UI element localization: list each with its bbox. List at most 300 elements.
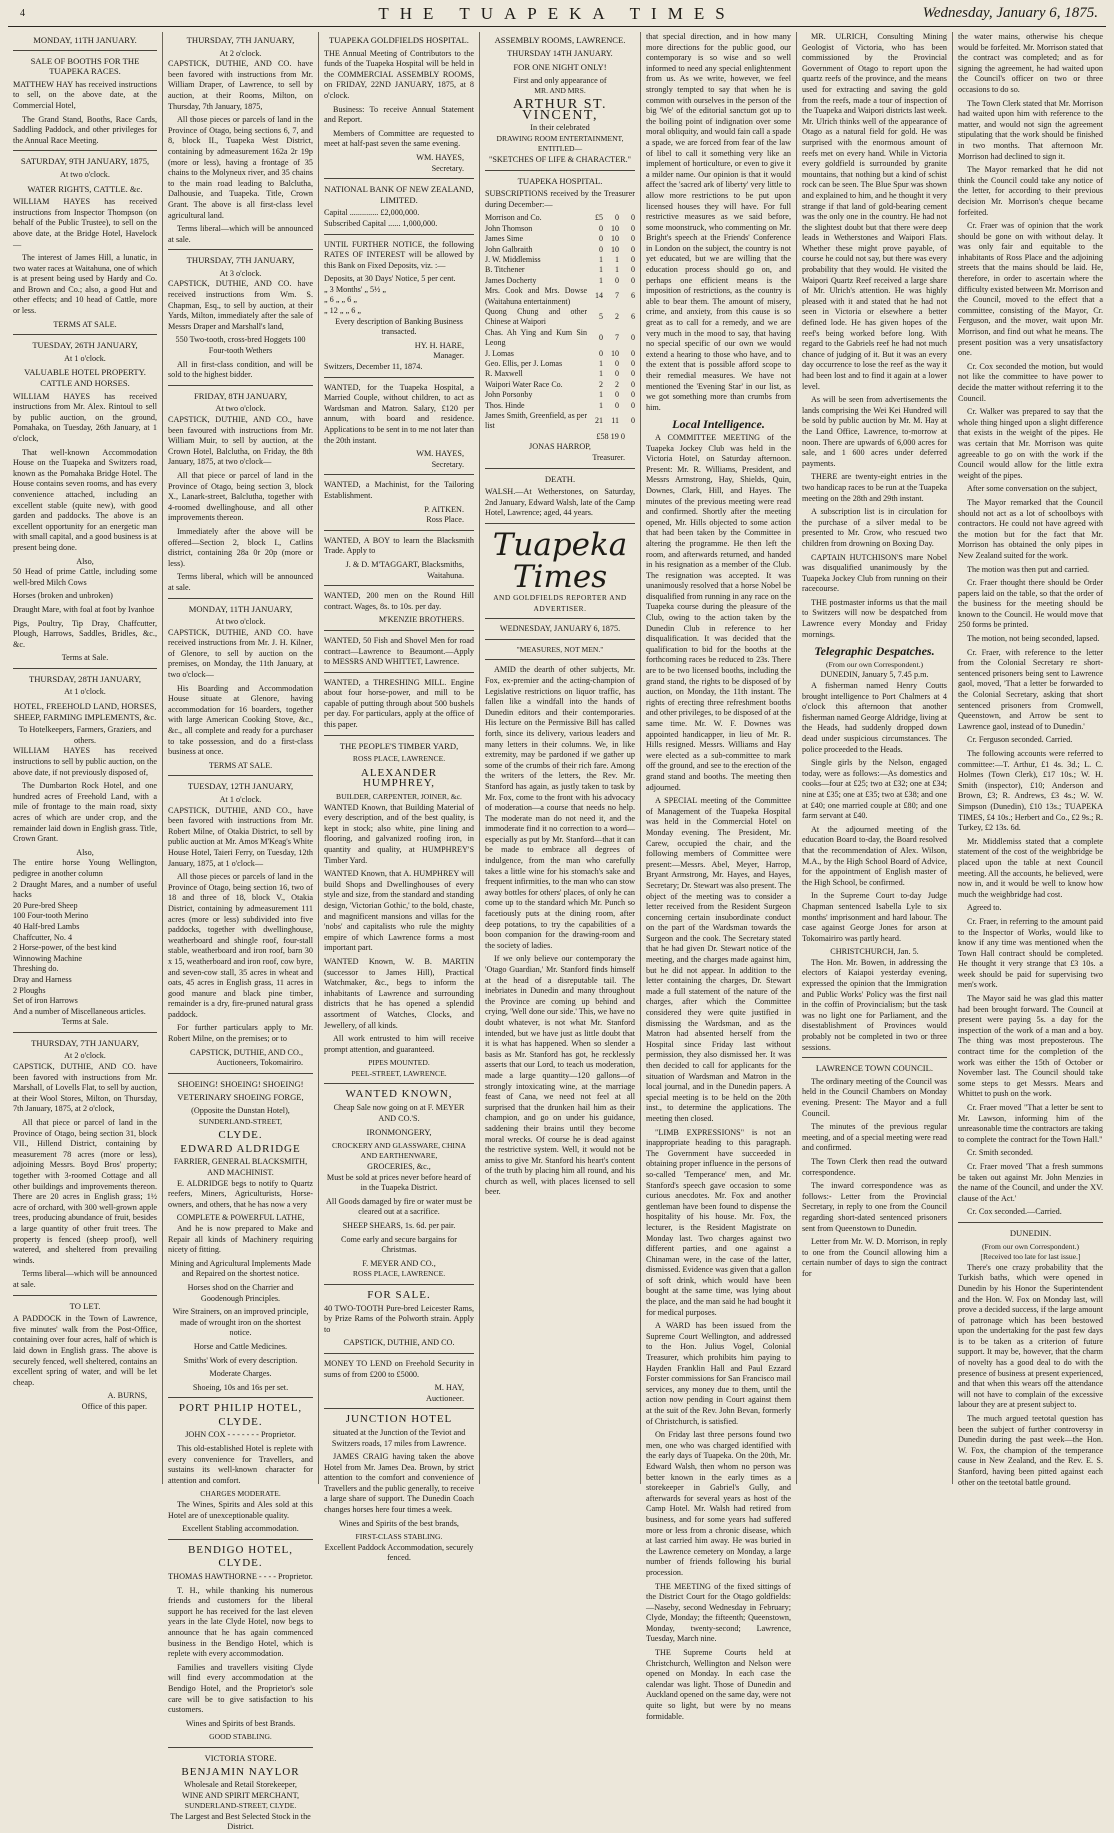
subscriber-name: Waipori Water Race Co. <box>485 379 563 389</box>
article-text: The Town Clerk stated that Mr. Morrison had waited upon him with reference to the matter, and would not sign the agreement stipulating that the work should be finished in two months. That afternoon Mr. Morrison had declined to sign it. <box>958 98 1103 161</box>
dateline: CHRISTCHURCH, Jan. 5. <box>830 947 919 957</box>
ad-text: All in first-class condition, and will be sold to the highest bidder. <box>168 359 313 380</box>
article-text: Cr. Walker was prepared to say that the whole thing hinged upon a slight difference that exists in the weight of the pipes. He was certain that Mr. Morrison was quite agreeable to go on with the work if the Council would allow for the little extra weight of the pipes. <box>958 407 1103 480</box>
ad-text: WILLIAM HAYES has received instructions to sell by public auction, on the above date, if not previously disposed of, <box>13 746 157 777</box>
ad-text: Pigs, Poultry, Tip Dray, Chaffcutter, Plough, Harrows, Saddles, Bridles, &c., &c. <box>13 618 157 649</box>
ad-text: WILLIAM HAYES has received instructions from Inspector Thompson (on behalf of the Public Trustee), to sell on the above date, at the Bridge Hotel, Havelock— <box>13 197 157 249</box>
table-row <box>485 307 635 328</box>
amount-cell: 0 <box>631 348 635 358</box>
ad-text: Families and travellers visiting Clyde will find every accommodation at the Bendigo Hotel, and the Proprietor's sole care will be to give satisfaction to his customers. <box>168 1662 313 1715</box>
article-text: Cr. Fraer was of opinion that the work should be gone on with without delay. It was only fair and equitable to the inhabitants of Ross Place and the adjoining streets that the mains should be laid. He, therefore, in order to ascertain where the difficulty existed between Mr. Morrison and the Council, moved to the effect that a committee, consisting of the Mayor, Cr. Ferguson, and the mover, wait upon Mr. Morrison, and find out what he means. The present position was a very unsatisfactory one. <box>958 221 1103 358</box>
ad-text: WANTED, 50 Fish and Shovel Men for road contract—Lawrence to Beaumont.—Apply to MESSRS AND WHITTET, Lawrence. <box>324 635 474 667</box>
ad-name: ARTHUR ST. VINCENT, <box>512 96 608 123</box>
list-item: 20 Pure-bred Sheep <box>13 900 78 910</box>
ad-heading: MONDAY, 11TH JANUARY. <box>33 35 137 45</box>
article-text: The ordinary meeting of the Council was held in the Council Chambers on Monday evening. Present: The Mayor and a full Council. <box>802 1076 947 1118</box>
amount-cell: 0 <box>599 332 603 342</box>
ad-also: Also, <box>76 847 94 857</box>
ad-text: All those pieces or parcels of land in the Province of Otago, being section 16, two of 18 and three of 18, block V., Otakia District, containing by admeasurement 111 acres (more or less) subdivided into five paddocks, together with dwellinghouse, weatherboard and shingle roof, four-stall stable, weatherboard and iron roof, barn 30 x 15, weatherboard and iron roof, cow byre, and seven-cow stall, 35 acres in wheat and oats, 45 acres in English grass, 11 acres in good manure and black pine timber, remainder is a dry, fire-pruned natural grass paddock. <box>168 872 313 1019</box>
page-number: 4 <box>20 8 25 19</box>
ad-text: Terms liberal—which will be announced at sale. <box>13 1269 157 1289</box>
ad-signature: Secretary. <box>431 163 464 173</box>
amount-cell: 0 <box>631 390 635 400</box>
list-item: 40 Half-bred Lambs <box>13 921 80 931</box>
ad-heading: THURSDAY, 7TH JANUARY, <box>31 1037 139 1048</box>
ad-subheading: CHARGES MODERATE. <box>200 1489 281 1499</box>
ad-text: SUBSCRIPTIONS received by the Treasurer during December:— <box>485 189 635 209</box>
ad-text: Terms liberal, which will be announced at sale. <box>168 572 313 592</box>
ad-text: WANTED, a THRESHING MILL. Engine about four horse-power, and mill to be capable of putting through about 500 bushels per day. For particulars, apply at the office of this paper. <box>324 677 474 730</box>
list-item: Dray and Harness <box>13 974 72 984</box>
column-7 <box>953 32 1108 1487</box>
ad-subheading: WINE AND SPIRIT MERCHANT, <box>181 1790 300 1800</box>
ad-text: MATTHEW HAY has received instructions to sell, on the above date, at the Commercial Hotel, <box>13 79 157 110</box>
article-text: Letter from Mr. W. D. Morrison, in reply to one from the Council allowing him a certain number of days to sign the contract for <box>802 1237 947 1278</box>
list-item: Threshing do. <box>13 964 59 974</box>
ad-heading: TUESDAY, 12TH JANUARY, <box>187 781 294 792</box>
section-heading: Telegraphic Despatches. <box>814 644 935 659</box>
table-row <box>485 359 635 369</box>
ad-text: Every description of Banking Business transacted. <box>335 316 463 337</box>
ad-signature: Office of this paper. <box>81 1401 147 1411</box>
amount-cell: 0 <box>599 348 603 358</box>
ad-text: All those pieces or parcels of land in the Province of Otago, being sections 6, 7, and 8, block II., Tuapeka West District, containing by admeasurement 162a 2r 19p (more or less), having a frontage of 35 chains to the Molyneux river, and 35 chains to the main road leading to Balclutha, Dalhousie, and Tuapeka. Title, Crown Grant. The above is all first-class level agricultural land. <box>168 115 313 220</box>
ad-terms: Terms at Sale. <box>61 1017 109 1027</box>
article-text: THERE are twenty-eight entries in the two handicap races to be run at the Tuapeka meeting on the 28th and 29th instant. <box>802 472 947 503</box>
ad-text: First and only appearance of <box>513 75 607 85</box>
amount-cell: 1 <box>599 369 603 379</box>
ad-text: CAPSTICK, DUTHIE, AND CO. have been favored with instructions from Mr. William Draper, of Lawrence, to sell by auction, at their Rooms, Milton, on Thursday, 7th January, 1875, <box>168 59 313 111</box>
ad-signature: ROSS PLACE, LAWRENCE. <box>352 1269 446 1279</box>
ad-signature: M'KENZIE BROTHERS. <box>378 615 464 625</box>
subscriber-name: Geo. Ellis, per J. Lomas <box>485 359 563 368</box>
ad-subheading: PEEL-STREET, LAWRENCE. <box>351 1068 447 1078</box>
subscriber-name: John Galbraith <box>485 244 533 254</box>
ad-text: Horses (broken and unbroken) <box>13 591 113 601</box>
article-text: After some conversation on the subject, <box>967 484 1098 494</box>
ad-text: The Dumbarton Rock Hotel, and one hundred acres of Freehold Land, with a mile of frontage to the main road, sixty acres of which are under crop, and the remainder laid down in English grass. Title, Crown Grant. <box>13 781 157 844</box>
amount-cell: 1 <box>599 265 603 275</box>
ad-subheading: At 1 o'clock. <box>64 687 106 697</box>
amount-cell: 0 <box>631 254 635 264</box>
ad-text: WILLIAM HAYES has received instructions from Mr. Alex. Rintoul to sell by public auction, on the ground, Pomahaka, on Tuesday, 26th January, at 1 o'clock, <box>13 391 157 443</box>
ad-signature: HY. H. HARE, <box>414 340 464 350</box>
ad-text: Switzers, December 11, 1874. <box>324 362 423 372</box>
article-text: As will be seen from advertisements the lands comprising the Wei Kei Hundred will be sold by public auction by Mr. M. Hay at the Land Office, Lawrence, to-morrow at noon. There are upwards of 6,000 acres for sale, and 1 600 acres under deferred payments. <box>802 395 947 468</box>
ad-text: 50 Head of prime Cattle, including some well-bred Milch Cows <box>13 567 157 587</box>
ad-text: Members of Committee are requested to meet at half-past seven the same evening. <box>324 128 474 149</box>
subscriber-name: J. Lomas <box>485 348 514 358</box>
table-row <box>485 265 635 275</box>
ad-text: 550 Two-tooth, cross-bred Hoggets 100 Four-tooth Wethers <box>175 335 306 356</box>
ad-subheading: At 3 o'clock. <box>219 268 262 278</box>
table-row <box>485 411 635 432</box>
amount-cell: 0 <box>631 379 635 389</box>
ad-heading: WATER RIGHTS, CATTLE. &c. <box>27 183 143 194</box>
ad-text: UNTIL FURTHER NOTICE, the following RATES OF INTEREST will be allowed by this Bank on Fixed Deposits, viz. :— <box>324 239 474 270</box>
section-subheading: (From our own Correspondent.) <box>981 1241 1080 1251</box>
ad-text: All Goods damaged by fire or water must be cleared out at a sacrifice. <box>326 1196 472 1217</box>
ad-subheading: At two o'clock. <box>215 404 266 414</box>
ad-heading: CLYDE. <box>218 1415 263 1428</box>
table-row <box>485 234 635 244</box>
ad-text: His Boarding and Accommodation House situate at Glenore, having accommodation for 16 boarders, together with large American Cooking Stove, &c., &c., all complete and ready for a purchaser to take possession, and do a first-class business at once. <box>168 683 313 757</box>
article-text: MR. ULRICH, Consulting Mining Geologist of Victoria, who has been commissioned by the Provincial Government of Otago to report upon the quartz reefs of the province, and the means used for extracting and saving the gold from the reefs, made a tour of inspection of the Tuapeka and Waipori districts last week. Mr. Ulrich thinks well of the appearance of Otago as a natural field for gold. He was surprised with the enormous amount of reefs met on every hand. While in Victoria every goldfield is surrounded by granite mountains, that nothing but a kind of schist rock can be seen. The Blue Spur was shown and explained to him, and he thought it very strange if that land of gold-bearing cement was the only one in the country. He had not the slightest doubt but that there were deep leads in Wetherstones and Waipori Flats. Whether these might prove payable, of course he could not say, but there was every probability that they would. He visited the Waipori Quartz Reef received a large share of Mr. Ulrich's attention. He was highly pleased with it and stated that he had not seen in Victoria or elsewhere a better defined lode. He has given hopes of the reef's being worked before long. With regard to the Gabriels reef he had not much chance of judging of it. But it was an every day occurrence to lose the reef as the way it had been lost and to find it again at a lower level. <box>802 32 947 391</box>
ad-text: The Largest and Best Selected Stock in the District. <box>170 1811 311 1832</box>
ad-heading: ASSEMBLY ROOMS, LAWRENCE. <box>494 35 626 45</box>
article-text: Cr. Cox seconded.—Carried. <box>967 1207 1062 1217</box>
ad-text: Mining and Agricultural Implements Made and Repaired on the shortest notice. <box>170 1258 311 1279</box>
ad-text: DRAWING ROOM ENTERTAINMENT, <box>496 133 624 143</box>
editorial-date: WEDNESDAY, JANUARY 6, 1875. <box>499 624 621 634</box>
ad-heading: SHOEING! SHOEING! SHOEING! <box>177 1078 304 1089</box>
ad-subheading: At two o'clock. <box>215 617 266 627</box>
ad-subheading: At 2 o'clock. <box>219 48 262 58</box>
ad-text: WALSH.—At Wetherstones, on Saturday, 2nd January, Edward Walsh, late of the Camp Hotel, Lawrence; aged, 44 years. <box>485 487 635 518</box>
amount-cell: 0 <box>599 244 603 254</box>
ad-signature: Manager. <box>433 351 464 361</box>
list-item: And a number of Miscellaneous articles. <box>13 1006 146 1016</box>
table-row <box>485 380 635 390</box>
article-text: THE Supreme Courts held at Christchurch, Wellington and Nelson were opened on Monday. In each case the calendar was light. Those of Dunedin and Auckland opened on the same day, were not quite so light, but were by no means formidable. <box>646 1648 791 1721</box>
amount-cell: 6 <box>631 312 635 322</box>
amount-cell: 1 <box>599 254 603 264</box>
ad-subheading: SUNDERLAND-STREET, <box>198 1116 283 1126</box>
article-text: Cr. Fraer, with reference to the letter from the Colonial Secretary re short-sentenced prisoners being sent to Lawrence gaol, moved, 'That a letter be forwarded to the Colonial Secretary, asking that short sentenced prisoners from Cromwell, Queenstown, and Arrow be sent to Lawrence gaol, instead of to Dunedin.' <box>958 647 1103 731</box>
table-row <box>485 369 635 379</box>
ad-text: CAPSTICK, DUTHIE, AND CO. have received instructions from Wm. S. Chapman, Esq., to sell by auction, at their Yards, Milton, immediately after the sale of Messrs Draper and Marshall's land, <box>168 279 313 331</box>
ad-text: Capital .............. £2,000,000. <box>324 208 420 218</box>
ad-heading: VALUABLE HOTEL PROPERTY. CATTLE AND HORSES. <box>24 367 146 389</box>
ad-text: THE Annual Meeting of Contributors to the funds of the Tuapeka Hospital will be held in the COMMERCIAL ASSEMBLY ROOMS, on FRIDAY, 22ND JANUARY, 1875, at 8 o'clock. <box>324 48 474 100</box>
ad-heading: TUAPEKA GOLDFIELDS HOSPITAL. <box>329 35 469 45</box>
ad-text: Horse and Cattle Medicines. <box>193 1341 288 1351</box>
masthead <box>8 4 1106 27</box>
ad-text: CAPSTICK, DUTHIE, AND CO. have received instructions from Mr. J. H. Kilner, of Glenore, to sell by auction on the premises, on Monday, the 11th January, at two o'clock— <box>168 627 313 680</box>
issue-date: Wednesday, January 6, 1875. <box>922 5 1098 21</box>
article-text: CAPTAIN HUTCHISON'S mare Nobel was disqualified unanimously by the Tuapeka Jockey Club from running on their racecourse. <box>802 552 947 594</box>
article-text: There's one crazy probability that the Turkish baths, which were opened in Dunedin by his Honor the Superintendent and the Hon. W. Fox on Monday last, will prove a decided success, if the large amount of patronage which has been bestowed upon the undertaking for the past few days is to be taken as a criterion of future support. It may be, however, that the charm of novelty has a good deal to do with the presence of business at present experienced, and that when this wears off the attendance will not have to complain of the excessive labour they are at present subject to. <box>958 1262 1103 1410</box>
ad-signature: Secretary. <box>431 459 464 469</box>
ad-subheading: FIRST-CLASS STABLING. <box>355 1532 443 1542</box>
table-row <box>485 224 635 234</box>
ad-text: JAMES CRAIG having taken the above Hotel from Mr. James Dea. Brown, by strict attention to the comfort and convenience of Travellers and the public generally, to receive a large share of support. The Dunedin Coach changes horses here four times a week. <box>324 1452 474 1515</box>
editorial-text: AMID the dearth of other subjects, Mr. Fox, ex-premier and the acting-champion of Legislative restrictions on liquor traffic, has fallen like a windfall into the hands of Dunedin editors and their contemporaries. His lecture on the Permissive Bill has called forth, since its delivery, various leaders and many letters in their columns. We, in like extremity, may be pardoned if we gather up some of the crumbs of their rich fare. Among the writers of the letters, the Rev. Mr. Stanford has again, as justly taken to task by Mr. Fox, come to the front with his advocacy of moderation—a course that needs no help. The moderate man do not need it, and the immoderate find it no correction to a word—especially as put by Mr. Stanford—that it can be made to embrace all degrees of indulgence, from the man who carefully takes a little wine for his stomach's sake and frequent infirmities, to the man who can stow away bottles for others' places, of only he can come up to the standard which Mr. Punch so facetiously puts at the dining room, after deep potations, to try the capabilities of a boon companion for the drawing-room and the society of ladies. <box>485 665 635 950</box>
ad-text: Moderate Charges. <box>209 1369 272 1379</box>
article-text: Mr. Middlemiss stated that a complete statement of the cost of the weighbridge be placed upon the table at next Council meeting. All the accounts, he believed, were now in, and it would be well to know how much the weighbridge had cost. <box>958 836 1103 899</box>
ad-text: CAPSTICK, DUTHIE, AND CO. have been favored with instructions from Mr. Marshall, of Lovells Flat, to sell by auction, at their Wool Stores, Milton, on Thursday, 7th January, 1875, at 2 o'clock, <box>13 1062 157 1114</box>
ad-name: BENJAMIN NAYLOR <box>181 1765 300 1778</box>
ad-subheading: FOR ONE NIGHT ONLY! <box>513 62 607 73</box>
list-item: 100 Four-tooth Merino <box>13 911 89 921</box>
article-text: Cr. Fraer, in referring to the amount paid to the Inspector of Works, would like to know if any time was mentioned when the Town Hall contract should be completed. He thought it very strange that £3 10s. a week should be paid for supervising two men's work. <box>958 916 1103 990</box>
article-text: Cr. Smith seconded. <box>967 1148 1033 1158</box>
article-text: A SPECIAL meeting of the Committee of Management of the Tuapeka Hospital was held in the Commercial Hotel on Monday evening. The President, Mr. Carew, occupied the chair, and the following members of Committee were present:—Messrs. Abel, Meyer, Harrop, Bryant Armstrong, Mr. Hayes, and Hayes, Secretary; Dr. Stewart was also present. The object of the meeting was to consider a letter received from the Resident Surgeon concerning certain insubordinate conduct on the part of the Wardsman towards the Surgeon and the cook. The Secretary stated that he had given Dr. Stewart notice of the meeting, and the charges made against him, but he did not appear. In addition to the letter containing the charges, Dr. Stewart made a full statement of the nature of the charges, after which the Committee considered they were quite justified in dismissing the Wardsman, and as the Matron had absented herself from the Hospital since Friday last without permission, they also dismissed her. It was then decided to call for applicants for the situation of Wardsman and Matron in the local journal, and in the Dunedin papers. A special meeting is to be held on the 20th inst., to determine the applications. The meeting then closed. <box>646 796 791 1123</box>
ad-subheading: PIPES MOUNTED. <box>368 1058 430 1068</box>
amount-cell: 5 <box>599 312 603 322</box>
ad-name: ALEXANDER HUMPHREY, <box>360 766 438 790</box>
amount-cell: 1 <box>599 275 603 285</box>
ad-heading: TUAPEKA HOSPITAL. <box>517 175 603 186</box>
column-4 <box>480 32 640 1482</box>
list-item: 2 Ploughs <box>13 985 46 995</box>
table-row <box>485 286 635 307</box>
table-row <box>485 328 635 349</box>
table-row <box>485 213 635 223</box>
ad-subheading: THURSDAY 14TH JANUARY. <box>507 48 613 58</box>
editorial-text: If we only believe our contemporary the 'Otago Guardian,' Mr. Stanford finds himself at the head of a disreputable tail. The inebriates in Dunedin and many throughout the Province are coming up behind and crying, 'Well done our side.' This, we have no doubt whatever, is not what Mr. Stanford intended, but we have just as little doubt that it is what has happened. When so slender a basis as Mr. Stanford has got, he recklessly asserts that our Lord, to teach us moderation, made a large quantity—120 gallons—of strongly intoxicating wine, at the marriage feast of Cana, we need not feel at all surprised that the drunken hail him as their champion, and go on under his guidance, saddening their brains until they become moral wrecks. Of course he is dead against the restrictive system. Well, it would not be amiss to give Mr. Stanford his heart's content of the truth by placing him all round, and his church as well, with places licensed to sell beer. <box>485 954 635 1197</box>
ad-text: Cheap Sale now going on at F. MEYER AND CO.'S. <box>333 1103 465 1123</box>
amount-cell: £5 <box>595 213 603 223</box>
list-item: 2 Draught Mares, and a number of useful hacks <box>13 879 157 900</box>
amount-cell: 1 <box>599 390 603 400</box>
list-item: Chaffcutter, No. 4 <box>13 932 73 942</box>
article-text: The Mayor remarked that the Council should not act as a lot of schoolboys with contractors. He could not have agreed with the motion but for the fact that Mr. Morrison has obtained the only pipes in New Zealand suited for the work. <box>958 497 1103 560</box>
subscriptions-total: £58 19 0 <box>596 431 625 441</box>
article-text: THE postmaster informs us that the mail to Switzers will now be despatched from Lawrence every Monday and Friday mornings. <box>802 597 947 639</box>
article-text: In the Supreme Court to-day Judge Chapman sentenced Isabella Lyle to six months' imprisonment and hard labour. The case against George Jones for arson at Tokomairiro was partly heard. <box>802 891 947 943</box>
ad-signature: P. AITKEN. <box>424 504 464 514</box>
section-subheading: [Received too late for last issue.] <box>980 1252 1081 1262</box>
ad-subheading: Wholesale and Retail Storekeeper, <box>184 1780 297 1790</box>
article-text: Single girls by the Nelson, engaged today, were as follows:—As domestics and cooks—four at £25; two at £32; one at £34; nine at £35; one at £35; two at £38; and one at £40; one married couple at £80; and one farm servant at £40. <box>802 758 947 821</box>
column-6 <box>797 32 952 1482</box>
ad-subheading: COMPLETE & POWERFUL LATHE, <box>176 1213 305 1223</box>
amount-cell: 2 <box>599 379 603 389</box>
ad-heading: VETERINARY SHOEING FORGE, <box>177 1092 304 1103</box>
subscriber-name: Mrs. Cook and Mrs. Dowse (Waitahuna entertainment) <box>485 286 587 306</box>
amount-cell: 6 <box>631 291 635 301</box>
ad-subheading: CROCKERY AND GLASSWARE, CHINA AND EARTHENWARE, <box>332 1140 466 1161</box>
section-subheading: (From our own Correspondent.) <box>825 659 924 669</box>
table-row <box>485 245 635 255</box>
ad-text: Draught Mare, with foal at foot by Ivanhoe <box>13 604 155 614</box>
ad-text: And he is now prepared to Make and Repair all kinds of Machinery requiring nicety of fitting. <box>168 1223 313 1255</box>
section-heading: Local Intelligence. <box>672 417 765 432</box>
amount-cell: 0 <box>631 275 635 285</box>
subscriber-name: John Porsonby <box>485 390 533 400</box>
list-item: The entire horse Young Wellington, pedigree in another column <box>13 858 157 878</box>
amount-cell: 21 <box>595 416 603 426</box>
section-heading: DUNEDIN. <box>1009 1227 1052 1238</box>
column-5 <box>641 32 796 1721</box>
ad-text: WANTED Known, W. B. MARTIN (successor to James Hill), Practical Watchmaker, &c., begs to inform the inhabitants of Lawrence and surrounding districts that he has opened a splendid assortment of Watches, Clocks, and Jewellery, of all kinds. <box>324 956 474 1030</box>
ad-subheading: IRONMONGERY, <box>366 1127 432 1138</box>
ad-text: T. H., while thanking his numerous friends and customers for the liberal support he has received for the last eleven years in the late Clyde Hotel, now begs to announce that he has again commenced business in the Bendigo Hotel, which is replete with every accommodation. <box>168 1585 313 1659</box>
ad-heading: NATIONAL BANK OF NEW ZEALAND, LIMITED. <box>324 184 474 205</box>
article-text: The inward correspondence was as follows:- Letter from the Provincial Secretary, in reply to one from the Council regarding short-dated sentenced prisoners sent from Queenstown to Dunedin. <box>802 1181 947 1233</box>
subscriber-name: James Smith, Greenfield, as per list <box>485 411 587 431</box>
amount-cell: 10 <box>611 223 619 233</box>
amount-cell: 0 <box>615 275 619 285</box>
ad-text: All that piece or parcel of land in the Province of Otago, being section 3, block X., Lanark-street, Balclutha, together with 4-roomed dwellinghouse, and all other improvements thereon. <box>168 470 313 523</box>
ad-text: That well-known Accommodation House on the Tuapeka and Switzers road, known as the Pomahaka Bridge Hotel. The House contains seven rooms, and has every convenience attached, including an excellent stable (quite new), with good garden and paddocks. The above is an excellent opportunity for an energetic man with small capital, and a good business is at present being done. <box>13 447 157 552</box>
ad-subheading: At two o'clock. <box>60 169 110 179</box>
ad-terms: TERMS AT SALE. <box>53 319 117 329</box>
ad-text: CAPSTICK, DUTHIE, AND CO., have been favored with instructions from Mr. Robert Milne, of Otakia District, to sell by public auction at Mr. Amos M'Keag's White House Hotel, Taieri Ferry, on Tuesday, 12th January, 1875, at 1 o'clock— <box>168 805 313 868</box>
ad-subheading: (Opposite the Dunstan Hotel), <box>191 1106 290 1116</box>
ad-text: situated at the Junction of the Teviot and Switzers roads, 17 miles from Lawrence. <box>331 1427 467 1448</box>
ad-text: 40 TWO-TOOTH Pure-bred Leicester Rams, by Prize Rams of the Polworth strain. Apply to <box>324 1303 474 1334</box>
newspaper-title: THE TUAPEKA TIMES <box>378 4 736 23</box>
article-text: On Friday last three persons found two men, one who was charged identified with the early days of Tuapeka. On the 20th, Mr. Edward Walsh, then whom no person was better known in the early times as a storekeeper in Gabriel's Gully, and afterwards for several years as host of the Camp Hotel. Mr. Walsh had retired from business, and for some years had suffered more or less from a chronic disease, which at last carried him away. He was buried in the Lawrence cemetery on Monday, a large number of friends following his burial procession. <box>646 1430 791 1577</box>
amount-cell: 0 <box>615 400 619 410</box>
amount-cell: 0 <box>599 234 603 244</box>
article-text: that special direction, and in how many more directions for the public good, our contemporary is so wise and so well informed to need any special enlightenment from us. As we write, however, we feel strongly tempted to say that when he is common with ourselves in the person of the big 'We' of the editorial sanctum got up to the boiling point of indignation over some moral obliquity, and would fain call a spade a spade, we are forced from fear of the law of libel to call it something very like an implement of horticulture, or even to give it a milder name. Our opinion is that it would affect the 'sacred ark of liberty' very little to allow more restrictions to be put upon licensed houses they will have. For full restrictive measures as we said before, some moonstruck, who commenting on Mr. Bright's speech at the Friends' Conference in London on the subject, the country is not yet educated, but we are willing that the education process should go on, and perhaps one efficient means is the imposition of restrictions, as the country is able to bear them. The amount of misery, crime, and anxiety, from this cause is so great as to call for a remedy, and we are very much in the mood to say, that having no special specific of our own we would extend a hearing to those who have, and to the extent that is possible afford scope to their remedial measures. We have not mentioned the 'Evening Star' in our list, as we got something more than crumbs from him. <box>646 32 791 412</box>
subscriptions-table <box>485 213 635 432</box>
subscriber-name: Thos. Hinde <box>485 400 525 410</box>
subscriber-name: Morrison and Co. <box>485 213 542 223</box>
subscriber-name: B. Titchener <box>485 265 525 275</box>
ad-heading: JUNCTION HOTEL <box>345 1413 453 1426</box>
ad-text: Excellent Stabling accommodation. <box>182 1524 299 1534</box>
ad-text: MONEY TO LEND on Freehold Security in sums of from £200 to £5000. <box>324 1358 474 1379</box>
newspaper-masthead: Tuapeka Times <box>492 527 628 595</box>
ad-text: Subscribed Capital ...... 1,000,000. <box>324 218 438 228</box>
amount-cell: 0 <box>615 213 619 223</box>
amount-cell: 14 <box>595 291 603 301</box>
ad-heading: THURSDAY, 28TH JANUARY, <box>28 673 142 684</box>
list-item: Winnowing Machine <box>13 953 83 963</box>
amount-cell: 0 <box>631 234 635 244</box>
ad-heading: BENDIGO HOTEL, <box>187 1543 294 1556</box>
amount-cell: 11 <box>611 416 619 426</box>
amount-cell: 10 <box>611 348 619 358</box>
article-text: The Hon. Mr. Bowen, in addressing the electors of Kaiapoi yesterday evening, expressed the opinion that the Immigration and Public Works' Policy was the first nail in the coffin of Provincialism; but the task was no light one for Parliament, and the disestablishment of Provinces would probably not be completed in two or three sessions. <box>802 957 947 1052</box>
table-row <box>485 276 635 286</box>
ad-text: Immediately after the above will be offered—Section 2, block I., Catlins district, containing 28a 0r 20p (more or less). <box>168 526 313 568</box>
ad-signature: Treasurer. <box>592 453 625 463</box>
ad-subheading: SUNDERLAND-STREET, CLYDE. <box>184 1801 297 1811</box>
ad-heading: FOR SALE. <box>367 1288 431 1301</box>
ad-signature: CAPSTICK, DUTHIE, AND CO. <box>343 1338 455 1348</box>
ad-subheading: BUILDER, CARPENTER, JOINER, &c. <box>336 792 462 802</box>
ad-text: Horses shod on the Charrier and Goodenough Principles. <box>187 1282 294 1303</box>
ad-text: The Wines, Spirits and Ales sold at this Hotel are of unexceptionable quality. <box>168 1500 313 1520</box>
ad-text: WANTED, for the Tuapeka Hospital, a Married Couple, without children, to act as Wardsman and Matron. Salary, £120 per annum, with board and residence. Applications to be sent in to me not later than the 20th instant. <box>324 382 474 445</box>
rate-row: „ 3 Months' „ 5½ „ <box>324 284 386 294</box>
article-text: the water mains, otherwise his cheque would be forfeited. Mr. Morrison stated that the contract was completed; and as for signing the agreement, he had waited upon the Council's officer on two or three occasions to do so. <box>958 32 1103 94</box>
ad-subheading: FARRIER, GENERAL BLACKSMITH, AND MACHINIST. <box>173 1157 308 1177</box>
ad-text: WANTED, A BOY to learn the Blacksmith Trade. Apply to <box>324 535 474 556</box>
article-text: A WARD has been issued from the Supreme Court Wellington, and addressed to the Hon. Julius Vogel, Colonial Treasurer, which prohibits him paying to Hayden Franklin Hall and Paul Ezzard Forster commissions for San Francisco mail services, any money due to them, until the action now pending in Court against them at the suit of the Rev. John Bevan, formerly of Christchurch, is satisfied. <box>646 1321 791 1426</box>
amount-cell: 0 <box>631 332 635 342</box>
ad-heading: MONDAY, 11TH JANUARY, <box>188 603 293 614</box>
ad-text: All work entrusted to him will receive prompt attention, and guaranteed. <box>324 1034 474 1054</box>
ad-subheading: GROCERIES, &c., <box>367 1162 431 1172</box>
ad-text: E. ALDRIDGE begs to notify to Quartz reefers, Miners, Agriculturists, Horse-owners, and others, that he has now a very <box>168 1178 313 1209</box>
rate-row: „ 12 „ „ 6 „ <box>324 306 362 316</box>
column-2 <box>163 32 318 1832</box>
article-text: Cr. Fraer moved 'That a fresh summons be taken out against Mr. John Menzies in the name of the Council, and under the XV. clause of the Act.' <box>958 1161 1103 1203</box>
ad-text: Business: To receive Annual Statement and Report. <box>324 104 474 125</box>
ad-text: "SKETCHES OF LIFE & CHARACTER." <box>488 154 632 164</box>
subscriber-name: John Thomson <box>485 223 533 233</box>
amount-cell: 0 <box>631 244 635 254</box>
motto: "MEASURES, NOT MEN." <box>516 644 604 654</box>
amount-cell: 2 <box>615 312 619 322</box>
ad-signature: CAPSTICK, DUTHIE, AND CO., Auctioneers, Tokomairiro. <box>189 1047 303 1068</box>
article-text: Cr. Ferguson seconded. Carried. <box>967 735 1073 745</box>
article-text: The Mayor remarked that he did not think the Council could take any notice of the letter, for according to their previous decision Mr. Morrison's cheque became forfeited. <box>958 165 1103 217</box>
ad-subheading: To Hotelkeepers, Farmers, Graziers, and others. <box>18 725 152 745</box>
masthead-subtitle: AND GOLDFIELDS REPORTER AND ADVERTISER. <box>493 593 627 613</box>
amount-cell: 1 <box>615 265 619 275</box>
ad-signature: M. HAY, <box>434 1383 464 1393</box>
ad-text: WANTED Known, that A. HUMPHREY will build Shops and Dwellinghouses of every style and size, from the standard and standing design, 'Victorian Gothic,' to the bold, chaste, and magnificent mansions and villas for the 'nobs' and capitalists who rule the mighty empire of which Lawrence forms a most important part. <box>324 869 474 953</box>
column-3 <box>319 32 479 1563</box>
amount-cell: 0 <box>631 416 635 426</box>
ad-terms: Terms at Sale. <box>61 653 109 663</box>
ad-text: All that piece or parcel of land in the Province of Otago, being section 31, block VII., Hillend District, containing by measurement 78 acres (more or less), adjoining Messrs. Boyd Bros' property; together with 3-roomed Cottage and all other buildings and improvements thereon. There are 20 acres in English grass; 1½ acre of orchard, with 300 well-grown apple trees, producing abundance of fruit, besides a large quantity of other fruit trees. The property is fenced (sheep proof), well watered, and sheltered from prevailing winds. <box>13 1118 157 1265</box>
amount-cell: 1 <box>615 254 619 264</box>
subscriber-name: James Docherty <box>485 275 537 285</box>
table-row <box>485 390 635 400</box>
ad-text: This old-established Hotel is replete with every convenience for Travellers, and sustains its well-known character for attention and comfort. <box>168 1444 313 1485</box>
article-text: Cr. Fraer moved "That a letter be sent to Mr. Lawson, informing him of the unreasonable time the contractors are taking to complete the contract for the Town Hall." <box>958 1103 1103 1144</box>
amount-cell: 7 <box>615 291 619 301</box>
ad-heading: SALE OF BOOTHS FOR THE TUAPEKA RACES. <box>30 55 140 77</box>
ad-text: MR. AND MRS. <box>534 86 586 96</box>
subscriber-name: James Sime <box>485 234 523 244</box>
ad-signature: A. BURNS, <box>107 1391 147 1401</box>
ad-subheading: ROSS PLACE, LAWRENCE. <box>352 754 446 764</box>
dateline: DUNEDIN, January 5, 7.45 p.m. <box>820 670 929 680</box>
ad-heading: SATURDAY, 9TH JANUARY, 1875, <box>20 156 150 167</box>
ad-signature: JONAS HARROP, <box>529 442 591 452</box>
ad-text: Smiths' Work of every description. <box>183 1355 298 1365</box>
rate-row: Deposits, at 30 Days' Notice, 5 per cent. <box>324 274 456 284</box>
ad-text: Must be sold at prices never before heard of in the Tuapeka District. <box>326 1172 472 1193</box>
ad-text: WANTED Known, that Building Material of every description, and of the best quality, is kept in stock; also white, pine lining and flooring, and galvanized roofing iron, in quantity and quality, at HUMPHREY'S Timber Yard. <box>324 802 474 865</box>
article-text: The much argued teetotal question has been the subject of further controversy in Dunedin during the past week—the Hon. W. Fox, the champion of the temperance cause in New Zealand, and the Rev. E. S. Stanford, having been pitted against each other on the teetotal battle ground. <box>958 1414 1103 1487</box>
ad-text: ENTITLED— <box>537 144 583 154</box>
ad-subheading: GOOD STABLING. <box>209 1732 272 1742</box>
amount-cell: 1 <box>599 359 603 368</box>
ad-heading: DEATH. <box>544 473 576 484</box>
ad-name: EDWARD ALDRIDGE <box>180 1142 301 1155</box>
ad-text: Wines and Spirits of best Brands. <box>185 1718 296 1728</box>
article-text: The minutes of the previous regular meeting, and of a special meeting were read and confirmed. <box>802 1122 947 1153</box>
article-text: At the adjourned meeting of the education Board to-day, the Board resolved that the recommendation of Alex. Wilson, M.A., by the High School Board of Advice, for the appointment of English master of the High School, be confirmed. <box>802 824 947 887</box>
table-row <box>485 255 635 265</box>
ad-text: Shoeing, 10s and 16s per set. <box>192 1382 289 1392</box>
ad-subheading: At 1 o'clock. <box>64 353 106 363</box>
amount-cell: 0 <box>631 369 635 379</box>
rate-row: „ 6 „ „ 6 „ <box>324 295 357 305</box>
ad-text: For further particulars apply to Mr. Robert Milne, on the premises; or to <box>168 1023 313 1044</box>
ad-heading: VICTORIA STORE. <box>204 1752 277 1763</box>
amount-cell: 0 <box>599 223 603 233</box>
section-heading: LAWRENCE TOWN COUNCIL. <box>815 1063 934 1074</box>
ad-signature: Auctioneer. <box>426 1393 464 1403</box>
amount-cell: 0 <box>615 369 619 379</box>
ad-heading: TUESDAY, 26TH JANUARY, <box>32 340 138 351</box>
article-text: Cr. Fraer thought there should be Order papers laid on the table, so that the order of the business for the meeting should be known to the Council. He would move that 250 forms be printed. <box>958 578 1103 630</box>
ad-signature: WM. HAYES, <box>416 152 464 162</box>
article-text: A COMMITTEE MEETING of the Tuapeka Jockey Club was held in the Victoria Hotel, on Saturday afternoon. Present: Mr. R. Williams, President, and Messrs Armstrong, Hay, Shields, Quin, Downes, Clark, Hill, and Hayes. The minutes of the previous meeting were read and confirmed. Shortly after the meeting opened, Mr. Hills objected to some action that had been taken by the Committee in altering the programme. He then left the room, and afterwards returned, and handed in his resignation as a member of the Club. The resignation was accepted. It was unanimously resolved that a horse Nobel be disqualified from running in any race on the Tuapeka course during the pleasure of the Club, owing to the action taken by the Dunedin Club in reference to her disqualification. It was decided that the qualification to bid for the booths at the forthcoming races be reduced to 23s. There are to be two licensed booths, including the grand stand, the rights to be disposed of by auction, on Monday, the 11th instant. The rights of erecting three refreshment booths and other privileges, to be disposed of at the same time. Mr. W. F. Downes was appointed handicapper, in lieu of Mr. R. Hills resigned. Messrs. Williams and Hay were elected as a sub-committee to mark off the ground, and see to the erection of the grand stand and booths. The meeting then adjourned. <box>646 432 791 792</box>
ad-heading: TO LET. <box>69 1300 101 1311</box>
ad-heading: THE PEOPLE'S TIMBER YARD, <box>339 740 459 751</box>
amount-cell: 10 <box>611 234 619 244</box>
ad-text: SHEEP SHEARS, 1s. 6d. per pair. <box>342 1221 456 1230</box>
amount-cell: 10 <box>611 244 619 254</box>
article-text: "LIMB EXPRESSIONS" is not an inappropriate heading to this paragraph. The Government have succeeded in obtaining proper influence in the persons of so-called 'Temperance' men, and Mr. Stanford's speech gave occasion to some curious anecdotes. Mr. Fox and another gentleman have been found to dispense the hospitality of his house. Mr. Fox, the lecturer, is the Resident Magistrate on Monday last. Two charges against two different parties, and one against a Chinaman were, in the case of the latter, dismissed. Evidence was given that a gallon of soft drink, which would have been bought at the same time, was lying about the place, and the man said he had bought it for medical purposes. <box>646 1127 791 1317</box>
ad-text: Terms liberal—which will be announced at sale. <box>168 224 313 244</box>
ad-signature: J. & D. M'TAGGART, Blacksmiths, Waitahuna. <box>345 559 464 580</box>
ad-terms: TERMS AT SALE. <box>208 760 273 770</box>
amount-cell: 0 <box>631 223 635 233</box>
